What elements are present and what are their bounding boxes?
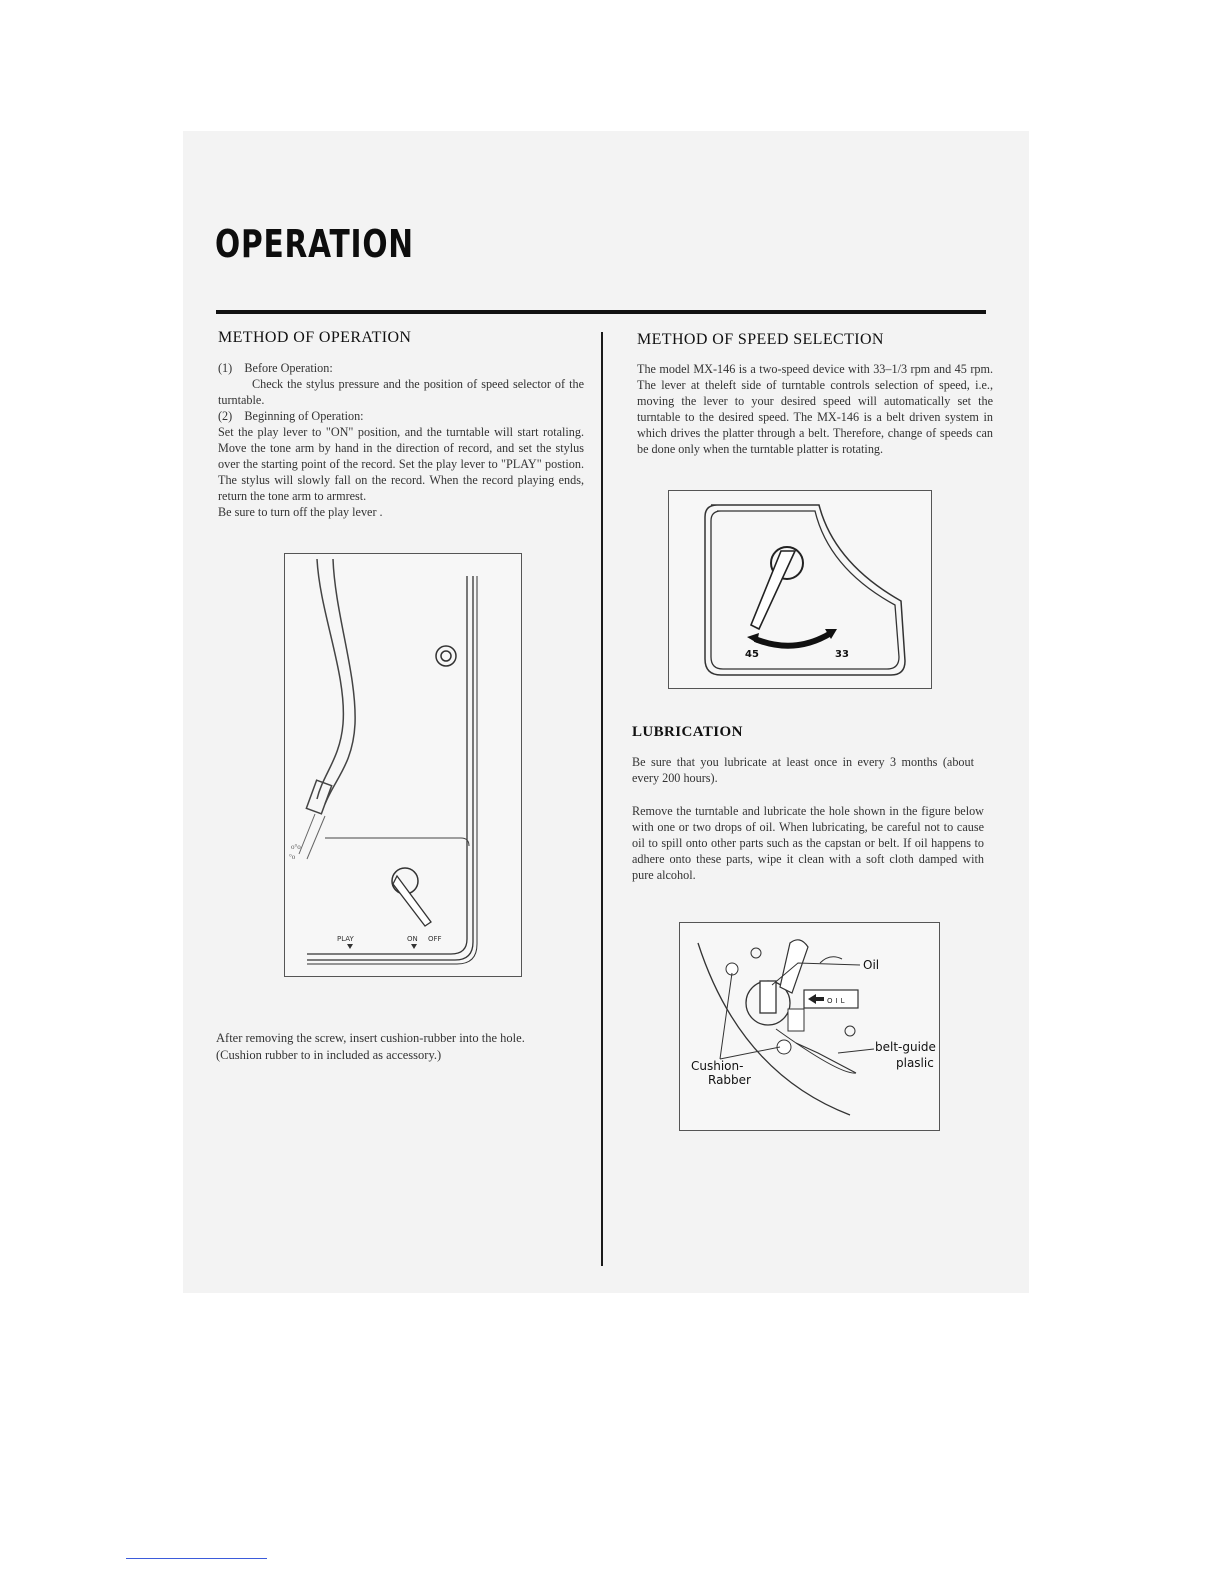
oil-label: Oil (863, 958, 880, 972)
svg-text:o°o: o°o (291, 843, 301, 851)
speed-33-label: 33 (835, 649, 849, 660)
plaslic-label: plaslic (896, 1056, 934, 1070)
play-lever-diagram (285, 554, 521, 976)
step-2-title (218, 408, 584, 424)
svg-text:°o: °o (289, 853, 296, 861)
step-1-number: (1) (218, 361, 233, 375)
speed-45-label: 45 (745, 649, 759, 660)
speed-selector-figure (668, 490, 932, 689)
lubrication-text-2: Remove the turntable and lubricate the hole shown in the figure below with one or two drops of oil. When lubricating, be careful not to cause oil to spill onto other parts such as the capstan or belt. If oil happens to adhere onto these parts, wipe it clean with a soft cloth damped with pure alcohol. (632, 804, 984, 882)
lubrication-diagram (680, 923, 939, 1130)
step-2-heading: Beginning of Operation: (244, 409, 364, 423)
page-title: OPERATION (215, 222, 414, 266)
speed-selection-text: The model MX-146 is a two-speed device with 33–1/3 rpm and 45 rpm. The lever at theleft side of turntable controls selection of speed, i.e., moving the lever to your desired speed will automatically set the turntable to the desired speed. The MX-146 is a belt driven system in which drives the platter through a belt. Therefore, change of speeds can be done only when the turntable platter is rotating. (637, 362, 993, 456)
operation-steps (218, 360, 584, 520)
lubrication-text-1: Be sure that you lubricate at least once in every 3 months (about every 200 hours). (632, 755, 974, 785)
step-1-text: Check the stylus pressure and the position of speed selector of the turntable. (218, 377, 584, 407)
speed-selection-heading: METHOD OF SPEED SELECTION (637, 331, 884, 348)
play-lever-figure (284, 553, 522, 977)
title-rule (216, 310, 986, 314)
step-2-number: (2) (218, 409, 233, 423)
step-2-text: Set the play lever to "ON" position, and the turntable will start rotaling. Move the tone arm by hand in the direction of record, and set the stylus over the starting point of the record. Set the play lever to "PLAY" postion. The stylus will slowly fall on the record. When the record playing ends, return the tone arm to armrest. (218, 425, 584, 503)
step-note: Be sure to turn off the play lever . (218, 505, 383, 519)
lubrication-figure (679, 922, 940, 1131)
method-of-operation-heading: METHOD OF OPERATION (218, 329, 412, 346)
speed-selector-diagram (669, 491, 931, 688)
step-1-title (218, 360, 584, 376)
column-divider (601, 332, 603, 1266)
footer-line (126, 1558, 267, 1559)
step-1-heading: Before Operation: (244, 361, 333, 375)
play-label: PLAY (337, 935, 354, 943)
cushion-label: Cushion- (691, 1059, 744, 1073)
caption-line-1: After removing the screw, insert cushion-rubber into the hole. (216, 1031, 525, 1045)
cushion-rubber-caption (216, 1030, 596, 1064)
off-label: OFF (428, 935, 442, 943)
lubrication-heading: LUBRICATION (632, 724, 743, 740)
caption-line-2: (Cushion rubber to in included as accessory.) (216, 1048, 442, 1062)
oil-tag-label: OIL (827, 997, 848, 1005)
rabber-label: Rabber (708, 1073, 751, 1087)
on-label: ON (407, 935, 418, 943)
belt-guide-label: belt-guide (875, 1040, 936, 1054)
